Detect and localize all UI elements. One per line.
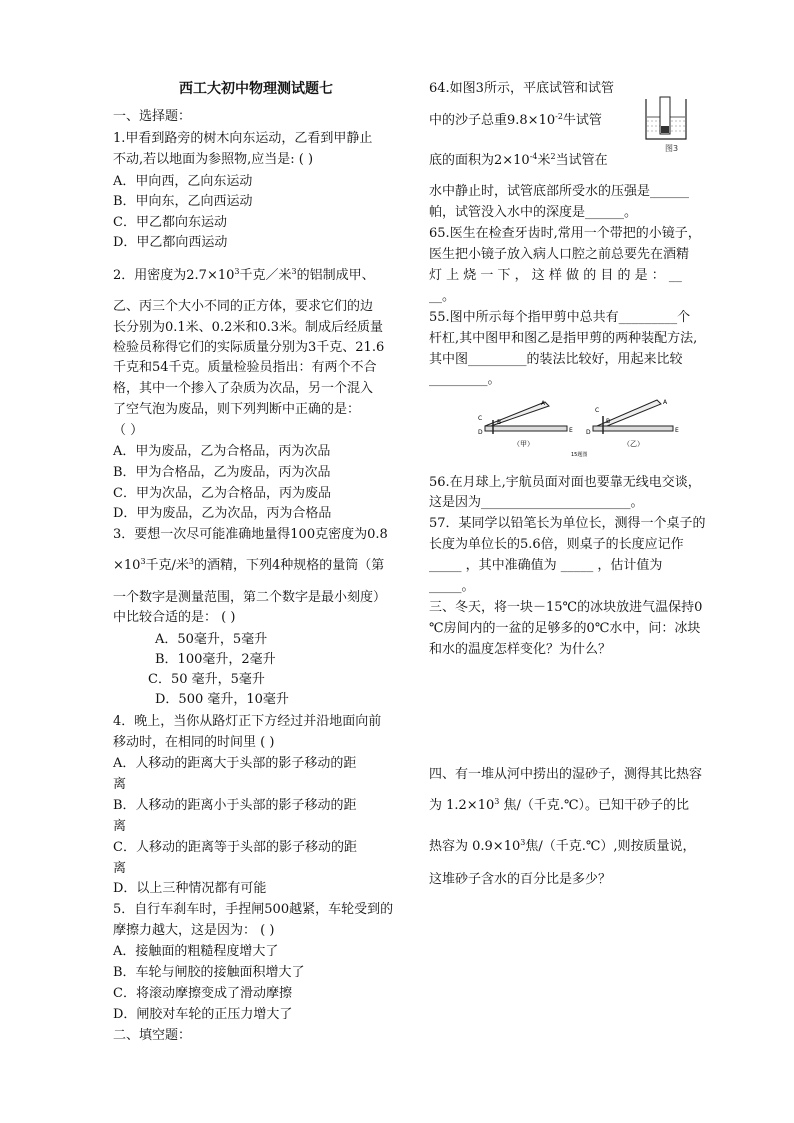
page-title: 西工大初中物理测试题七: [179, 81, 333, 97]
q4-option: C．人移动的距离等于头部的影子移动的距: [113, 840, 357, 855]
q55-text: 其中图_________的装法比较好，用起来比较: [429, 352, 683, 367]
q55-text: 55.图中所示每个指甲剪中总共有_________个: [429, 310, 691, 325]
q2-option: C．甲为次品，乙为合格品，丙为废品: [113, 486, 331, 501]
label-e: E: [675, 427, 679, 434]
q57-text: _____ ，其中准确值为 _____ ，估计值为: [429, 558, 663, 573]
q57-text: 57．某同学以铅笔长为单位长，测得一个桌子的: [429, 516, 706, 531]
q2-text: 格，其中一个掺入了杂质为次品，另一个混入: [113, 381, 374, 396]
q2-option: A．甲为废品，乙为合格品，丙为次品: [113, 444, 331, 459]
q1-text: 不动,若以地面为参照物,应当是: ( ): [113, 152, 314, 167]
q55-text: 杆杠,其中图甲和图乙是指甲剪的两种装配方法,: [429, 331, 698, 346]
caption-yi: （乙）: [623, 440, 644, 448]
q3-text: 一个数字是测量范围，第二个数字是最小刻度）: [113, 590, 387, 605]
section-3-text: 和水的温度怎样变化？为什么？: [429, 642, 612, 657]
q5-option: B．车轮与闸胶的接触面积增大了: [113, 965, 305, 980]
q64-text: 64.如图3所示，平底试管和试管: [429, 81, 614, 96]
label-a: A: [663, 399, 668, 406]
label-b: B: [497, 419, 502, 426]
q2-text: 千克和54千克。质量检验员指出：有两个不合: [113, 360, 377, 375]
label-c: C: [478, 415, 483, 422]
section-4-text: 为 $1.2\times 10^3$ 焦/（千克.℃）。已知干砂子的比: [429, 797, 690, 813]
q1-option: A．甲向西，乙向东运动: [113, 174, 253, 189]
q5-text: 5．自行车刹车时，手捏闸500越紧，车轮受到的: [113, 902, 394, 917]
q55-text: _________。: [429, 372, 501, 387]
q4-option: A．人移动的距离大于头部的影子移动的距: [113, 756, 357, 771]
q57-text: _____。: [429, 579, 475, 594]
section-fill-heading: 二、填空题：: [113, 1028, 192, 1043]
q3-option: A．50毫升，5毫升: [155, 632, 268, 647]
q3-option: B．100毫升，2毫升: [155, 652, 276, 667]
q4-option: 离: [113, 777, 127, 792]
q65-text: 灯 上 烧 一 下 ， 这 样 做 的 目 的 是 ： __: [429, 268, 682, 283]
q5-option: D．闸胶对车轮的正压力增大了: [113, 1007, 293, 1022]
section-3-text: 三、冬天，将一块－15℃的冰块放进气温保持0: [429, 600, 703, 615]
q4-option: D．以上三种情况都有可能: [113, 881, 267, 896]
nail-clipper-figure: [475, 396, 685, 458]
q3-option: C．50 毫升，5毫升: [148, 672, 265, 687]
q64-text: 帕，试管没入水中的深度是______。: [429, 205, 638, 220]
caption-jia: （甲）: [513, 440, 534, 448]
figure-note: 15题图: [571, 452, 588, 458]
label-d: D: [586, 429, 591, 436]
label-d: D: [478, 429, 483, 436]
q5-option: C．将滚动摩擦变成了滑动摩擦: [113, 986, 292, 1001]
section-choice-heading: 一、选择题：: [113, 109, 192, 124]
q3-text: 3．要想一次尽可能准确地量得100克密度为0.8: [113, 527, 388, 542]
q1-text: 1.甲看到路旁的树木向东运动，乙看到甲静止: [113, 131, 373, 146]
q4-option: 离: [113, 819, 127, 834]
label-e: E: [569, 427, 573, 434]
q1-option: D．甲乙都向西运动: [113, 235, 228, 250]
figure-3-test-tube: [643, 95, 693, 157]
q3-text: 中比较合适的是： ( ): [113, 610, 236, 625]
q2-text: 2．用密度为$2.7\times 10^3$千克／米$^3$的铝制成甲、: [113, 267, 375, 283]
q1-option: C．甲乙都向东运动: [113, 215, 227, 230]
q5-text: 摩擦力越大，这是因为： ( ): [113, 923, 275, 938]
q4-option: 离: [113, 861, 127, 876]
q4-option: B．人移动的距离小于头部的影子移动的距: [113, 798, 357, 813]
q4-text: 4．晚上，当你从路灯正下方经过并沿地面向前: [113, 714, 382, 729]
q3-text: $\times 10^3$千克/米$^3$的酒精，下列4种规格的量筒（第: [113, 557, 385, 573]
q2-option: D．甲为废品，乙为次品，丙为合格品: [113, 506, 332, 521]
q1-option: B．甲向东，乙向西运动: [113, 194, 253, 209]
label-a: A: [541, 400, 546, 407]
q64-text: 底的面积为$2\times 10^{-4}$米$^2$当试管在: [429, 152, 608, 168]
q57-text: 长度为单位长的5.6倍，则桌子的长度应记作: [429, 537, 684, 552]
section-4-text: 四、有一堆从河中捞出的湿砂子，测得其比热容: [429, 767, 703, 782]
q56-text: 这是因为_______________________。: [429, 495, 644, 510]
label-b: B: [606, 418, 611, 425]
q4-text: 移动时，在相同的时间里 ( ): [113, 735, 275, 750]
label-c: C: [595, 407, 600, 414]
figure-3-label: 图3: [665, 144, 679, 153]
q65-text: 65.医生在检查牙齿时,常用一个带把的小镜子，: [429, 226, 701, 241]
q2-text: 了空气泡为废品，则下列判断中正确的是：: [113, 402, 361, 417]
q2-text: 检验员称得它们的实际质量分别为3千克、21.6: [113, 340, 385, 355]
q2-option: B．甲为合格品，乙为废品，丙为次品: [113, 465, 331, 480]
q5-option: A．接触面的粗糙程度增大了: [113, 944, 279, 959]
q2-text: 长分别为0.1米、0.2米和0.3米。制成后经质量: [113, 320, 384, 335]
q64-text: 水中静止时，试管底部所受水的压强是______: [429, 184, 690, 199]
q65-text: 医生把小镜子放入病人口腔之前总要先在酒精: [429, 247, 690, 262]
test-tube-diagram: [643, 95, 693, 157]
q56-text: 56.在月球上,宇航员面对面也要靠无线电交谈，: [429, 475, 701, 490]
q64-text: 中的沙子总重$9.8\times 10^{-2}$牛试管: [429, 112, 602, 128]
q3-option: D．500 毫升，10毫升: [155, 692, 289, 707]
q2-answer-blank: （ ）: [113, 423, 144, 438]
q2-text: 乙、丙三个大小不同的正方体，要求它们的边: [113, 299, 374, 314]
q65-text: __。: [429, 289, 456, 304]
nail-clipper-diagram: [475, 396, 685, 458]
section-4-text: 这堆砂子含水的百分比是多少？: [429, 872, 612, 887]
section-4-text: 热容为 $0.9\times 10^3$焦/（千克.℃）,则按质量说，: [429, 838, 696, 854]
section-3-text: ℃房间内的一盆的足够多的0℃水中，问：冰块: [429, 621, 701, 636]
